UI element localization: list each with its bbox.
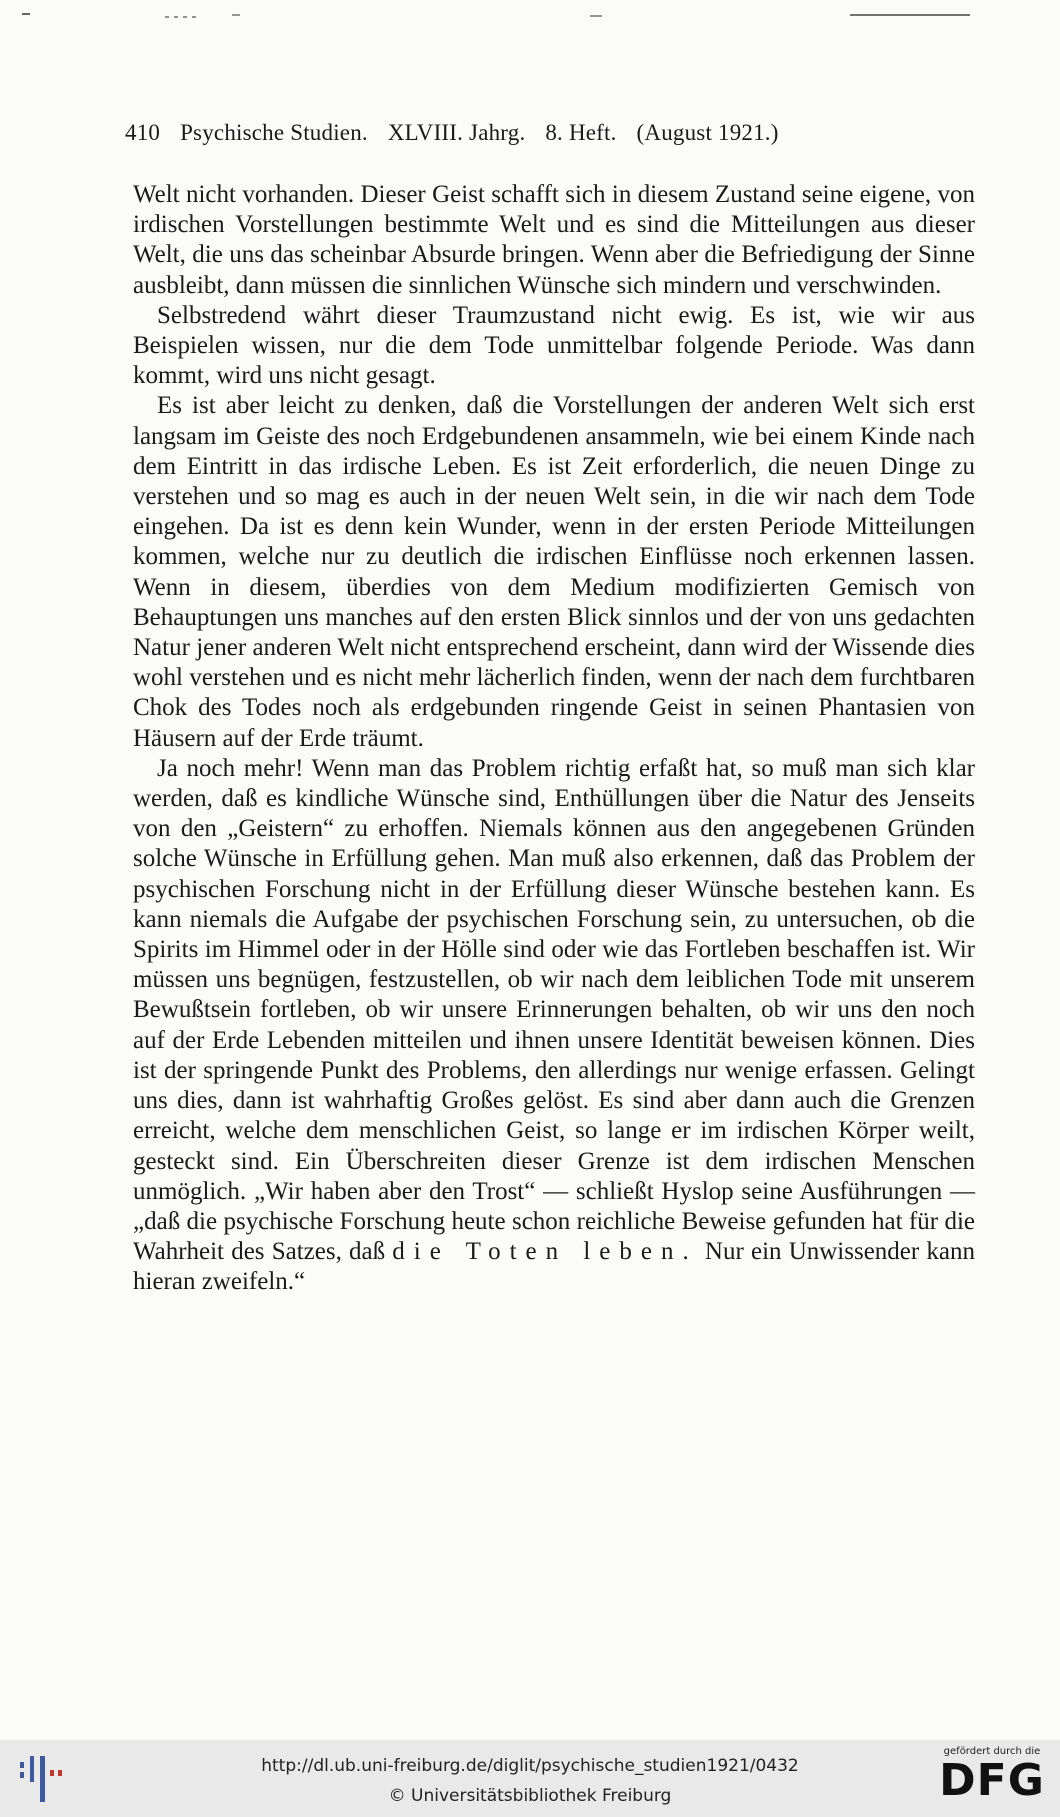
issue-label: 8. Heft. [545,120,617,145]
journal-title: Psychische Studien. [180,120,368,145]
scan-edge-marks [0,8,1060,28]
dfg-wordmark: DFG [939,1755,1045,1806]
paragraph-3: Es ist aber leicht zu denken, daß die Vorstellungen der anderen Welt sich erst langsam im Geiste des noch Erdgebundenen ansammeln, wie bei einem Kinde nach dem Eintritt in das irdische Leben. Es ist Zeit erforderlich, die neuen Dinge zu verstehen und so mag es auch in der neuen Welt sein, in die wir nach dem Tode eingehen. Da ist es denn kein Wunder, wenn in der ersten Periode Mitteilungen kommen, welche nur zu deutlich die irdischen Einflüsse noch erkennen lassen. Wenn in diesem, überdies von dem Medium modifizierten Gemisch von Behauptungen uns manches auf den ersten Blick sinnlos und der von uns gedachten Natur jener anderen Welt nicht entsprechend erscheint, dann wird der Wissende dies wohl verstehen und es nicht mehr lächerlich finden, wenn der nach dem furchtbaren Chok des Todes noch als erdgebunden ringende Geist in seinen Phantasien von Häusern auf der Erde träumt. [133,392,975,752]
emphasized-phrase: die Toten leben. [392,1238,698,1266]
article-body [133,180,975,1298]
copyright-notice: © Universitätsbibliothek Freiburg [388,1786,672,1806]
paragraph-4-end: Nur ein Unwissender kann hieran zweifeln.“ [133,1238,976,1296]
viewer-footer [0,1740,1060,1817]
paragraph-1: Welt nicht vorhanden. Dieser Geist schafft sich in diesem Zustand seine eigene, von irdischen Vorstellungen bestimmte Welt und es sind die Mitteilungen aus dieser Welt, die uns das scheinbar Absurde bringen. Wenn aber die Befriedigung der Sinne ausbleibt, dann müssen die sinnlichen Wünsche sich mindern und verschwinden. [133,181,975,299]
running-header [125,120,945,146]
paragraph-4 [133,754,975,1298]
dfg-logo [934,1746,1050,1812]
page-number: 410 [125,120,161,145]
paragraph-4-main: Ja noch mehr! Wenn man das Problem richtig erfaßt hat, so muß man sich klar werden, daß es kindliche Wünsche sind, Enthüllungen über die Natur des Jenseits von den „Geistern“ zu erhoffen. Niemals können aus den angegebenen Gründen solche Wünsche in Erfüllung gehen. Man muß also erkennen, daß das Problem der psychischen Forschung nicht in der Erfüllung dieser Wünsche bestehen kann. Es kann niemals die Aufgabe der psychischen Forschung sein, zu untersuchen, ob die Spirits im Himmel oder in der Hölle sind oder wie das Fortleben beschaffen ist. Wir müssen uns begnügen, festzustellen, ob wir nach dem leiblichen Tode mit unserem Bewußtsein fortleben, ob wir unsere Erinnerungen behalten, ob wir uns den noch auf der Erde Lebenden mitteilen und ihnen unsere Identität beweisen können. Dies ist der springende Punkt des Problems, den allerdings nur wenige erfassen. Gelingt uns dies, dann ist wahrhaftig Großes gelöst. Es sind aber dann auch die Grenzen erreicht, welche dem menschlichen Geist, so lange er im irdischen Körper weilt, gesteckt sind. Ein Überschreiten dieser Grenze ist dem irdischen Menschen unmöglich. „Wir haben aber den Trost“ — schließt Hyslop seine Ausführungen — „daß die psychische Forschung heute schon reichliche Beweise gefunden hat für die Wahrheit des Satzes, daß [133,754,975,1266]
paragraph-2: Selbstredend währt dieser Traumzustand nicht ewig. Es ist, wie wir aus Beispielen wissen, nur die dem Tode unmittelbar folgende Periode. Was dann kommt, wird uns nicht gesagt. [133,301,975,390]
dfg-caption: gefördert durch die [943,1746,1041,1757]
permalink-url[interactable]: http://dl.ub.uni-freiburg.de/diglit/psychische_studien1921/0432 [261,1756,799,1776]
volume-label: XLVIII. Jahrg. [387,120,526,145]
issue-date: (August 1921.) [636,120,779,145]
